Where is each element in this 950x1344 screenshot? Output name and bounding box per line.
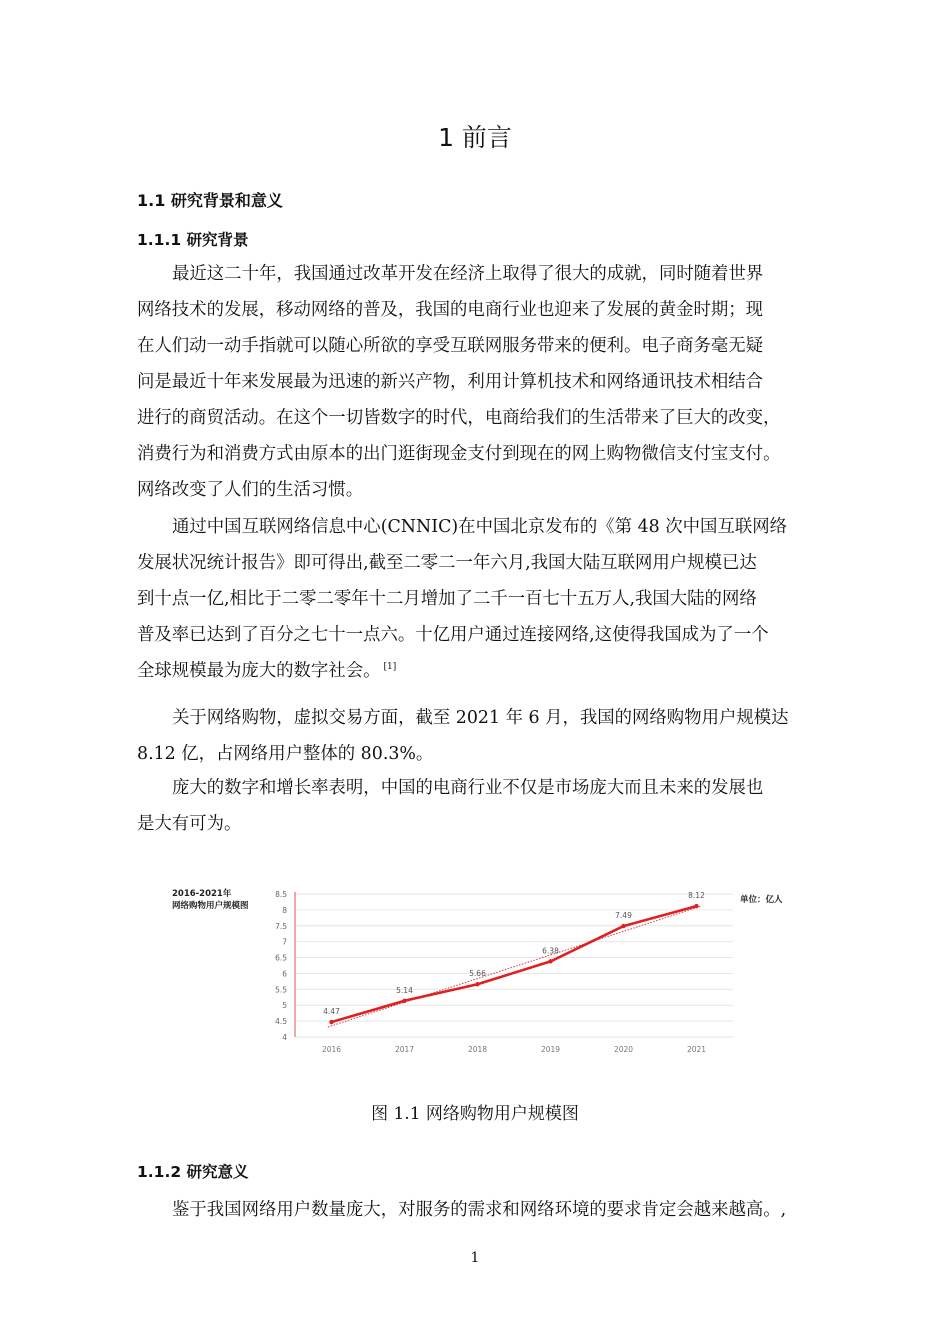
data-point (402, 999, 406, 1003)
figure-caption: 图 1.1 网络购物用户规模图 (371, 1104, 579, 1124)
para-line: 网络技术的发展，移动网络的普及，我国的电商行业也迎来了发展的黄金时期；现 (137, 300, 764, 320)
line-chart-svg (168, 880, 808, 1060)
paragraph-3 (137, 700, 837, 772)
para-line: 发展状况统计报告》即可得出,截至二零二一年六月,我国大陆互联网用户规模已达 (137, 553, 757, 573)
para-line: 庞大的数字和增长率表明，中国的电商行业不仅是市场庞大而且未来的发展也 (172, 778, 764, 798)
citation-ref[interactable]: [1] (383, 662, 397, 672)
x-tick-label: 2020 (613, 1045, 634, 1054)
x-tick-label: 2021 (686, 1045, 707, 1054)
para-line: 在人们动一动手指就可以随心所欲的享受互联网服务带来的便利。电子商务毫无疑 (137, 336, 764, 356)
para-line: 网络改变了人们的生活习惯。 (137, 480, 364, 500)
data-point (548, 959, 552, 963)
subsection-heading-background: 1.1.1 研究背景 (137, 231, 249, 249)
para-line: 全球规模最为庞大的数字社会。 [1] (137, 661, 397, 681)
y-tick-label: 5.5 (275, 985, 287, 995)
para-line: 是大有可为。 (137, 814, 242, 834)
data-value-label: 6.38 (542, 946, 559, 956)
data-point (329, 1020, 333, 1024)
y-tick-label: 7 (282, 937, 287, 947)
y-tick-label: 5 (282, 1001, 287, 1011)
y-tick-label: 8 (282, 905, 287, 915)
x-tick-label: 2018 (467, 1045, 488, 1054)
y-tick-label: 4.5 (275, 1017, 287, 1027)
data-value-label: 8.12 (688, 891, 705, 901)
chart-title-line-1: 2016-2021年 (172, 889, 232, 899)
chart-title-line-2: 网络购物用户规模图 (172, 901, 249, 911)
para-line: 到十点一亿,相比于二零二零年十二月增加了二千一百七十五万人,我国大陆的网络 (137, 589, 757, 609)
para-line: 关于网络购物，虚拟交易方面，截至 2021 年 6 月，我国的网络购物用户规模达 (172, 708, 789, 728)
x-tick-labels (322, 1045, 706, 1054)
para-line: 8.12 亿，占网络用户整体的 80.3%。 (137, 744, 434, 764)
x-tick-label: 2019 (540, 1045, 561, 1054)
page-number: 1 (470, 1250, 480, 1266)
paragraph-5 (137, 1192, 837, 1228)
chart-gridlines (295, 894, 733, 1037)
para-line: 消费行为和消费方式由原本的出门逛街现金支付到现在的网上购物微信支付宝支付。 (137, 444, 781, 464)
x-tick-label: 2016 (321, 1045, 342, 1054)
data-point (621, 924, 625, 928)
data-value-label: 7.49 (615, 911, 632, 921)
para-line: 问是最近十年来发展最为迅速的新兴产物，利用计算机技术和网络通讯技术相结合 (137, 372, 764, 392)
y-tick-labels (275, 890, 287, 1042)
para-line: 最近这二十年，我国通过改革开发在经济上取得了很大的成就，同时随着世界 (172, 264, 764, 284)
paragraph-4 (137, 770, 837, 842)
paragraph-2 (137, 509, 837, 689)
data-point (475, 982, 479, 986)
subsection-heading-significance: 1.1.2 研究意义 (137, 1163, 249, 1181)
para-line: 通过中国互联网络信息中心(CNNIC)在中国北京发布的《第 48 次中国互联网络 (172, 517, 788, 537)
y-tick-label: 6.5 (275, 953, 287, 963)
y-tick-label: 8.5 (275, 890, 287, 899)
para-line: 鉴于我国网络用户数量庞大，对服务的需求和网络环境的要求肯定会越来越高。, (172, 1200, 787, 1220)
chart-unit-label: 单位：亿人 (740, 895, 783, 905)
series-line (332, 906, 697, 1022)
y-tick-label: 4 (282, 1033, 287, 1042)
y-tick-label: 7.5 (275, 921, 287, 931)
y-tick-label: 6 (282, 969, 287, 979)
trend-line (328, 907, 700, 1027)
section-heading: 1.1 研究背景和意义 (137, 191, 283, 210)
para-line: 进行的商贸活动。在这个一切皆数字的时代，电商给我们的生活带来了巨大的改变， (137, 408, 781, 428)
paragraph-1 (137, 256, 837, 508)
x-tick-label: 2017 (394, 1045, 415, 1054)
data-value-label: 5.14 (396, 985, 413, 995)
user-scale-chart (168, 880, 808, 1060)
chapter-title: 1 前言 (438, 123, 512, 152)
data-value-label: 4.47 (323, 1007, 340, 1017)
data-point (694, 904, 698, 908)
data-value-label: 5.66 (469, 969, 486, 979)
para-line: 普及率已达到了百分之七十一点六。十亿用户通过连接网络,这使得我国成为了一个 (137, 625, 769, 645)
